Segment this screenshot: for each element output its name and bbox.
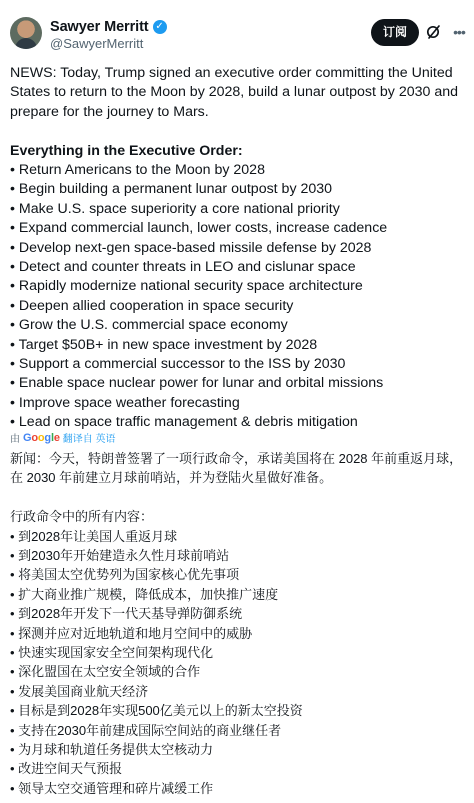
list-item: • 发展美国商业航天经济 bbox=[10, 683, 149, 699]
list-item: • Grow the U.S. commercial space economy bbox=[10, 317, 288, 334]
list-item: • Support a commercial successor to the ISS by 2030 bbox=[10, 356, 346, 373]
list-item: • 为月球和轨道任务提供太空核动力 bbox=[10, 742, 214, 758]
list-item: • 探测并应对近地轨道和地月空间中的威胁 bbox=[10, 625, 253, 641]
list-item: • 将美国太空优势列为国家核心优先事项 bbox=[10, 567, 240, 583]
google-logo: Google bbox=[23, 431, 60, 444]
author-handle[interactable]: @SawyerMerritt bbox=[50, 36, 144, 51]
list-item: • Enable space nuclear power for lunar and orbital missions bbox=[10, 375, 384, 392]
translation-attribution bbox=[10, 430, 116, 445]
list-item: • Make U.S. space superiority a core national priority bbox=[10, 200, 340, 217]
more-icon[interactable]: ••• bbox=[453, 24, 465, 40]
list-item: • Improve space weather forecasting bbox=[10, 394, 240, 411]
translated-intro: 新闻：今天，特朗普签署了一项行政命令，承诺美国将在 2028 年前重返月球，在 2030 年前建立月球前哨站，并为登陆火星做好准备。 bbox=[10, 451, 463, 486]
list-item: • Rapidly modernize national security space architecture bbox=[10, 278, 363, 295]
list-item: • Lead on space traffic management & debris mitigation bbox=[10, 414, 358, 431]
list-item: • 深化盟国在太空安全领域的合作 bbox=[10, 664, 201, 680]
author-name-row bbox=[50, 18, 167, 36]
list-item: • Expand commercial launch, lower costs, increase cadence bbox=[10, 220, 388, 237]
list-item: • 领导太空交通管理和碎片减缓工作 bbox=[10, 780, 214, 796]
list-item: • 快速实现国家安全空间架构现代化 bbox=[10, 645, 214, 661]
list-item: • 支持在2030年前建成国际空间站的商业继任者 bbox=[10, 722, 282, 738]
author-display-name[interactable]: Sawyer Merritt bbox=[50, 19, 149, 35]
translated-text bbox=[10, 449, 466, 798]
list-item: • 改进空间天气预报 bbox=[10, 761, 123, 777]
list-item: • 扩大商业推广规模，降低成本，加快推广速度 bbox=[10, 586, 279, 602]
avatar[interactable] bbox=[10, 17, 42, 49]
list-item: • Deepen allied cooperation in space security bbox=[10, 297, 294, 314]
subscribe-button[interactable]: 订阅 bbox=[371, 19, 419, 46]
list-item: • Return Americans to the Moon by 2028 bbox=[10, 162, 265, 179]
list-item: • Develop next-gen space-based missile defense by 2028 bbox=[10, 239, 372, 256]
translated-list bbox=[10, 527, 466, 799]
tweet-intro: NEWS: Today, Trump signed an executive order committing the United States to return to the Moon by 2028, build a lunar outpost by 2030 and prepare for the journey to Mars. bbox=[10, 65, 459, 120]
tweet-text bbox=[10, 64, 466, 433]
list-item: • 目标是到2028年实现500亿美元以上的新太空投资 bbox=[10, 703, 303, 719]
list-item: • Begin building a permanent lunar outpost by 2030 bbox=[10, 181, 333, 198]
list-item: • 到2028年让美国人重返月球 bbox=[10, 528, 178, 544]
translation-source-link[interactable]: 翻译自 英语 bbox=[62, 434, 116, 445]
verified-badge-icon: ✓ bbox=[153, 20, 167, 34]
list-item: • 到2030年开始建造永久性月球前哨站 bbox=[10, 548, 230, 564]
tweet-section-title: Everything in the Executive Order: bbox=[10, 142, 243, 159]
list-item: • Detect and counter threats in LEO and cislunar space bbox=[10, 259, 356, 276]
grok-icon[interactable] bbox=[424, 22, 444, 42]
list-item: • Target $50B+ in new space investment by 2028 bbox=[10, 336, 318, 353]
tweet-list bbox=[10, 161, 466, 433]
tweet-header bbox=[0, 0, 474, 58]
translation-by-label: 由 bbox=[10, 434, 20, 445]
list-item: • 到2028年开发下一代天基导弹防御系统 bbox=[10, 606, 243, 622]
translated-section-title: 行政命令中的所有内容： bbox=[10, 509, 154, 525]
